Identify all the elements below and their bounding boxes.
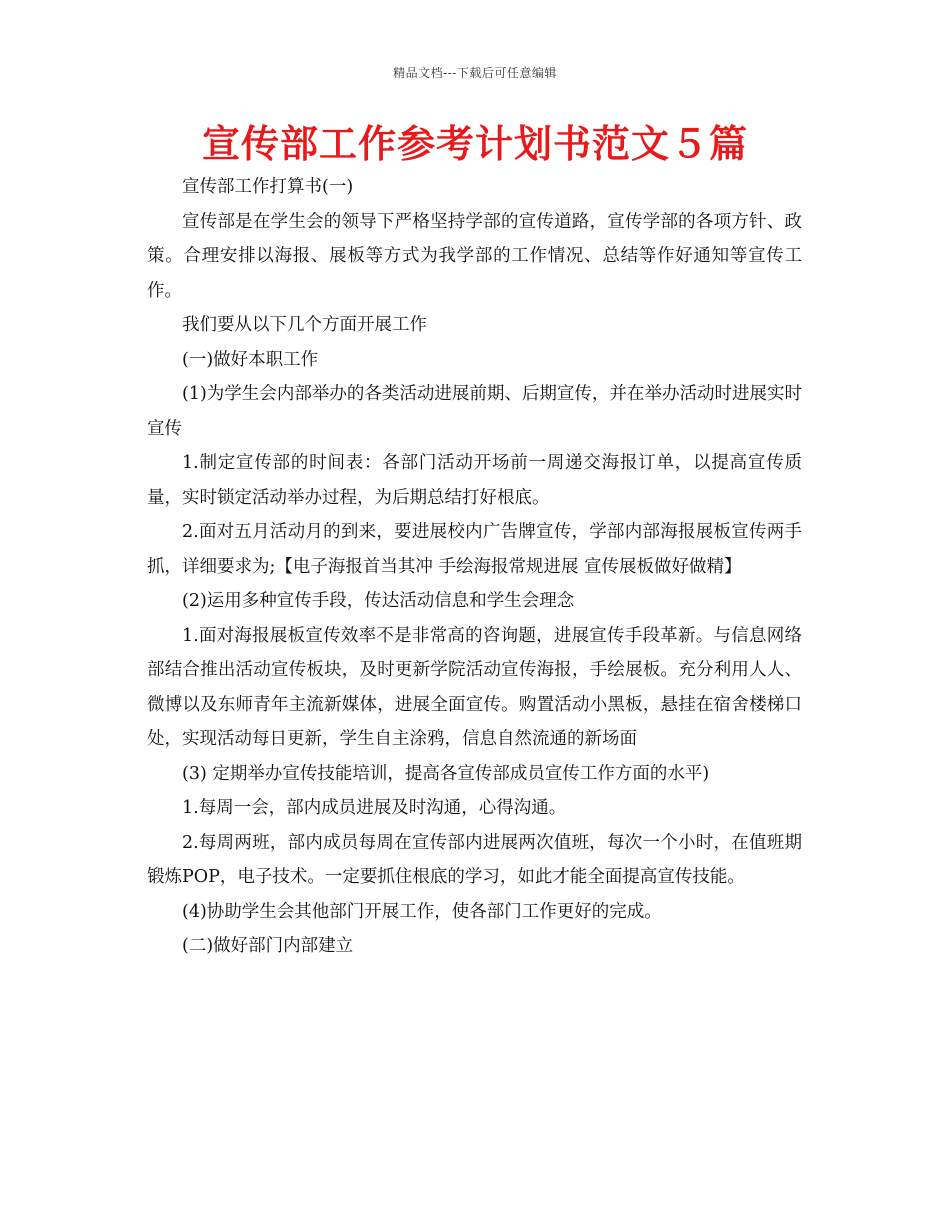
document-title: 宣传部工作参考计划书范文５篇 [201, 122, 748, 166]
header-note: 精品文档---下载后可任意编辑 [393, 66, 557, 80]
paragraph: 1.每周一会，部内成员进展及时沟通，心得沟通。 [182, 798, 567, 818]
paragraph: (2)运用多种宣传手段，传达活动信息和学生会理念 [182, 591, 575, 611]
paragraph: (二)做好部门内部建立 [182, 936, 354, 956]
paragraph: (4)协助学生会其他部门开展工作，使各部门工作更好的完成。 [182, 901, 662, 922]
paragraph: 我们要从以下几个方面开展工作 [182, 315, 427, 335]
paragraph: (1)为学生会内部举办的各类活动进展前期、后期宣传，并在举办活动时进展实时宣传 [147, 384, 802, 439]
paragraph: (3) 定期举办宣传技能培训，提高各宣传部成员宣传工作方面的水平) [182, 763, 710, 784]
paragraph: 1.制定宣传部的时间表：各部门活动开场前一周递交海报订单，以提高宣传质量，实时锁定活动举办过程，为后期总结打好根底。 [147, 453, 802, 508]
paragraph: (一)做好本职工作 [182, 349, 319, 370]
paragraph: 宣传部工作打算书(一) [182, 177, 354, 197]
paragraph: 1.面对海报展板宣传效率不是非常高的咨询题，进展宣传手段革新。与信息网络部结合推出活动宣传板块，及时更新学院活动宣传海报，手绘展板。充分利用人人、微博以及东师青年主流新媒体，进展全面宣传。购置活动小黑板，悬挂在宿舍楼梯口处，实现活动每日更新，学生自主涂鸦，信息自然流通的新场面 [147, 625, 802, 749]
paragraph: 2.面对五月活动月的到来，要进展校内广告牌宣传，学部内部海报展板宣传两手抓，详细要求为;【电子海报首当其冲 手绘海报常规进展 宣传展板做好做精】 [147, 522, 802, 577]
document-body [147, 170, 802, 964]
paragraph: 宣传部是在学生会的领导下严格坚持学部的宣传道路，宣传学部的各项方针、政策。合理安排以海报、展板等方式为我学部的工作情况、总结等作好通知等宣传工作。 [147, 211, 802, 301]
paragraph: 2.每周两班，部内成员每周在宣传部内进展两次值班，每次一个小时，在值班期锻炼POP，电子技术。一定要抓住根底的学习，如此才能全面提高宣传技能。 [147, 832, 802, 887]
